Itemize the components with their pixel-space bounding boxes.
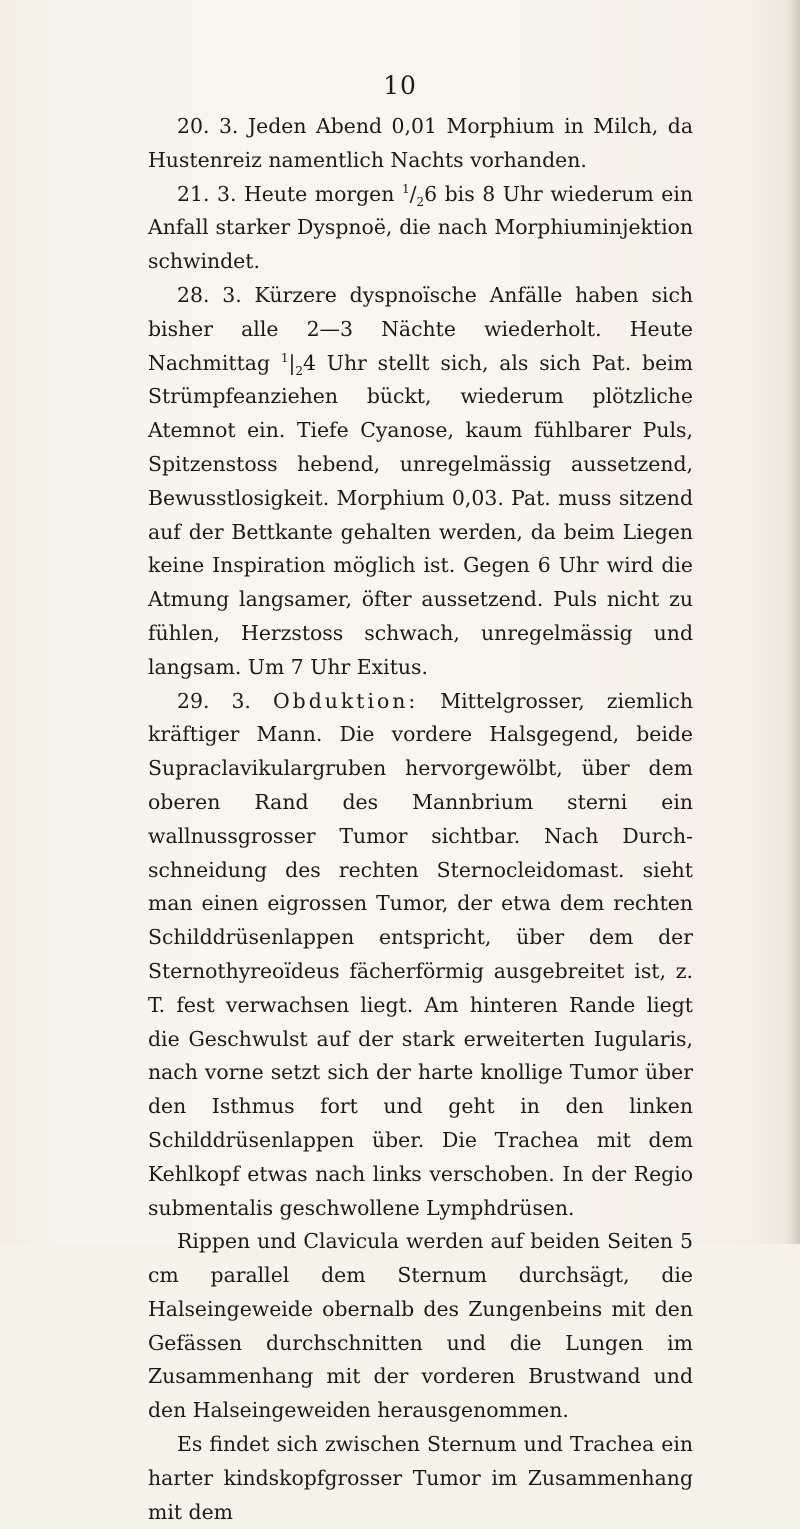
entry-28-3-text-start: 28. 3. Kürzere dyspnoïsche Anfälle haben sich bisher alle 2—3 Nächte wiederholt. Heute Nachmittag [148,282,693,375]
paragraph-rippen: Rippen und Clavicula werden auf beiden Seiten 5 cm parallel dem Sternum durchsägt, die Halseingeweide obernalb des Zungenbeins mit den Gefässen durchschnitten und die Lungen im Zusammenhang mit der vorderen Brustwand und den Halseingeweiden herausgenommen. [148,1229,693,1423]
page-edge-shadow [786,0,800,1244]
fraction-denominator: 2 [416,194,425,209]
entry-21-3: 21. 3. Heute morgen $^1/_26$ bis 8 Uhr wiederum ein Anfall starker Dyspnoë, die nach Morphiuminjektion schwindet. [148,181,693,274]
fraction-numerator: 1 [280,350,289,365]
body-text [148,110,693,1529]
entry-28-3-text-end: 4 Uhr stellt sich, als sich Pat. beim Strümpfeanziehen bückt, wiederum plötzliche Atemnot ein. Tiefe Cyanose, kaum fühlbarer Puls, Spitzenstoss hebend, unregelmässig aussetzend, Bewusstlosigkeit. Morphium 0,03. Pat. muss sitzend auf der Bettkante gehalten werden, da beim Liegen keine Inspiration möglich ist. Gegen 6 Uhr wird die Atmung langsamer, öfter aussetzend. Puls nicht zu fühlen, Herzstoss schwach, unregelmässig und langsam. Um 7 Uhr Exitus. [148,350,693,679]
entry-29-3 [148,685,693,1226]
entry-29-3-date: 29. 3. [177,688,273,713]
entry-21-3-text-end: 6 bis 8 Uhr wiederum ein Anfall starker Dyspnoë, die nach Morphiuminjektion schwindet. [148,181,693,274]
entry-21-3-text-start: 21. 3. Heute morgen [177,181,402,206]
fraction-numerator: 1 [401,181,410,196]
obduktion-heading: Obduktion: [272,688,419,713]
paragraph-es-findet: Es findet sich zwischen Sternum und Trachea ein harter kindskopfgrosser Tumor im Zusammenhang mit dem [148,1432,693,1524]
fraction-denominator: 2 [295,363,303,378]
entry-28-3: 28. 3. Kürzere dyspnoïsche Anfälle haben sich bisher alle 2—3 Nächte wiederholt. Heute Nachmittag $^1|_24$ Uhr stellt sich, als sich Pat. beim Strümpfeanziehen bückt, wiederum plötzliche Atemnot ein. Tiefe Cyanose, kaum fühlbarer Puls, Spitzenstoss hebend, unregelmässig aussetzend, Bewusstlosigkeit. Morphium 0,03. Pat. muss sitzend auf der Bettkante gehalten werden, da beim Liegen keine Inspiration möglich ist. Gegen 6 Uhr wird die Atmung langsamer, öfter aussetzend. Puls nicht zu fühlen, Herzstoss schwach, unregelmässig und langsam. Um 7 Uhr Exitus. [148,282,693,679]
page-number: 10 [383,71,417,100]
entry-29-3-text: Mittelgrosser, ziemlich kräftiger Mann. Die vordere Halsgegend, beide Supraclavikulargruben hervorgewölbt, über dem oberen Rand des Mannbrium sterni ein wallnussgrosser Tumor sichtbar. Nach Durchschneidung des rechten Sternocleidomast. sieht man einen eigrossen Tumor, der etwa dem rechten Schilddrüsenlappen entspricht, über dem der Sternothyreoïdeus fächerförmig ausgebreitet ist, z. T. fest verwachsen liegt. Am hinteren Rande liegt die Geschwulst auf der stark erweiterten Iugularis, nach vorne setzt sich der harte knollige Tumor über den Isthmus fort und geht in den linken Schilddrüsenlappen über. Die Trachea mit dem Kehlkopf etwas nach links verschoben. In der Regio submentalis geschwollene Lymphdrüsen. [148,688,693,1220]
entry-20-3: 20. 3. Jeden Abend 0,01 Morphium in Milch, da Hustenreiz namentlich Nachts vorhanden. [148,114,693,172]
